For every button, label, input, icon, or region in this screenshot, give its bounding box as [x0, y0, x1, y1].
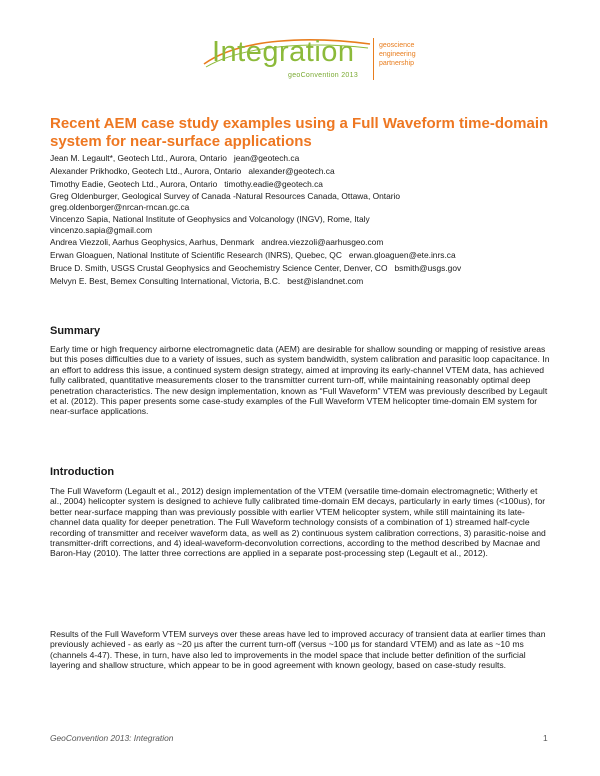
author-entry: [50, 166, 570, 176]
logo-divider: [373, 38, 374, 80]
introduction-heading: Introduction: [50, 466, 115, 478]
logo-tagline: [379, 41, 416, 68]
author-affiliation: Jean M. Legault*, Geotech Ltd., Aurora, Ontario: [50, 153, 227, 163]
author-affiliation: Vincenzo Sapia, National Institute of Geophysics and Volcanology (INGV), Rome, Italy: [50, 214, 370, 225]
author-affiliation: Greg Oldenburger, Geological Survey of Canada -Natural Resources Canada, Ottawa, Ontario: [50, 191, 401, 202]
author-affiliation: Timothy Eadie, Geotech Ltd., Aurora, Ontario: [50, 178, 218, 189]
logo-tagline-line: engineering: [379, 51, 416, 58]
author-email[interactable]: andrea.viezzoli@aarhusgeo.com: [261, 237, 384, 248]
footer-conference-name: GeoConvention 2013: Integration: [50, 733, 174, 743]
author-email[interactable]: erwan.gloaguen@ete.inrs.ca: [348, 250, 456, 261]
logo-event-name: geoConvention 2013: [288, 72, 359, 79]
logo-tagline-line: geoscience: [379, 42, 415, 49]
author-entry: [50, 250, 570, 260]
author-affiliation: Andrea Viezzoli, Aarhus Geophysics, Aarhus, Denmark: [50, 237, 255, 248]
author-entry: [50, 237, 570, 247]
paper-title: Recent AEM case study examples using a Full Waveform time-domain system for near-surface applications: [50, 115, 549, 150]
author-email[interactable]: timothy.eadie@geotech.ca: [224, 178, 323, 189]
author-affiliation: Melvyn E. Best, Bemex Consulting International, Victoria, B.C.: [50, 275, 281, 286]
author-entry: [50, 179, 570, 189]
author-affiliation: Alexander Prikhodko, Geotech Ltd., Aurora, Ontario: [50, 165, 242, 176]
author-entry: [50, 263, 570, 273]
page-number: 1: [543, 733, 548, 743]
author-email[interactable]: best@islandnet.com: [287, 275, 364, 286]
conference-logo: [200, 34, 440, 86]
author-entry: [50, 214, 570, 234]
introduction-paragraph: Results of the Full Waveform VTEM surveys over these areas have led to improved accuracy of transient data at earlier times than previously achieved - as early as ~20 µs after the current turn-off (versus ~100 µs for standard VTEM) and as late as ~10 ms (channels 4-47). These, in turn, have also led to improvements in the model space that include better definition of the surficial layering and shallow structure, which appear to be in good agreement with known geology, based on case-study results.: [50, 629, 546, 671]
summary-paragraph: Early time or high frequency airborne electromagnetic data (AEM) are desirable for shallow sounding or mapping of resistive areas but this poses difficulties due to a variety of issues, such as system bandwidth, system calibration and parasitic loop capacitance. In an effort to address this issue, a continued system design strategy, aimed at improving its early-channel VTEM data, has achieved fully calibrated, quantitative measurements closer to the transmitter current turn-off, while maintaining reasonably optimal deep penetration characteristics. The new design implementation, known as “Full Waveform” VTEM was previously described by Legault et al. (2012). This paper presents some case-study examples of the Full Waveform VTEM helicopter time-domain EM system for near-surface applications.: [50, 344, 550, 417]
author-affiliation: Bruce D. Smith, USGS Crustal Geophysics and Geochemistry Science Center, Denver, CO: [50, 262, 388, 273]
author-entry: [50, 276, 570, 286]
author-email[interactable]: jean@geotech.ca: [233, 153, 300, 163]
logo-wordmark: Integration: [212, 36, 355, 68]
author-entry: [50, 153, 570, 163]
author-email[interactable]: greg.oldenborger@nrcan-rncan.gc.ca: [50, 201, 190, 212]
author-entry: [50, 191, 570, 211]
author-affiliation: Erwan Gloaguen, National Institute of Scientific Research (INRS), Quebec, QC: [50, 250, 342, 261]
author-email[interactable]: alexander@geotech.ca: [248, 165, 335, 176]
author-list: [50, 153, 570, 289]
author-email[interactable]: vincenzo.sapia@gmail.com: [50, 224, 153, 235]
summary-heading: Summary: [50, 325, 101, 337]
introduction-paragraph: The Full Waveform (Legault et al., 2012) design implementation of the VTEM (versatile time-domain electromagnetic; Witherly et al., 2004) helicopter system is designed to achieve fully calibrated time-domain EM decays, particularly in early times (<100us), for better near-surface mapping than was previously possible with earlier VTEM helicopter system, while still maintaining its late-channel data quality for deeper penetration. The Full Waveform technology consists of a combination of 1) streamed half-cycle recording of transmitter and receiver waveform data, as well as 2) continuous system calibration corrections, 3) parasitic-noise and transmitter-drift corrections, and 4) ideal-waveform-deconvolution corrections, according to the method described by Macnae and Baron-Hay (2010). The latter three corrections are applied in a separate post-processing step (Legault et al., 2012).: [50, 486, 546, 559]
author-email[interactable]: bsmith@usgs.gov: [394, 262, 462, 273]
logo-tagline-line: partnership: [379, 60, 415, 67]
